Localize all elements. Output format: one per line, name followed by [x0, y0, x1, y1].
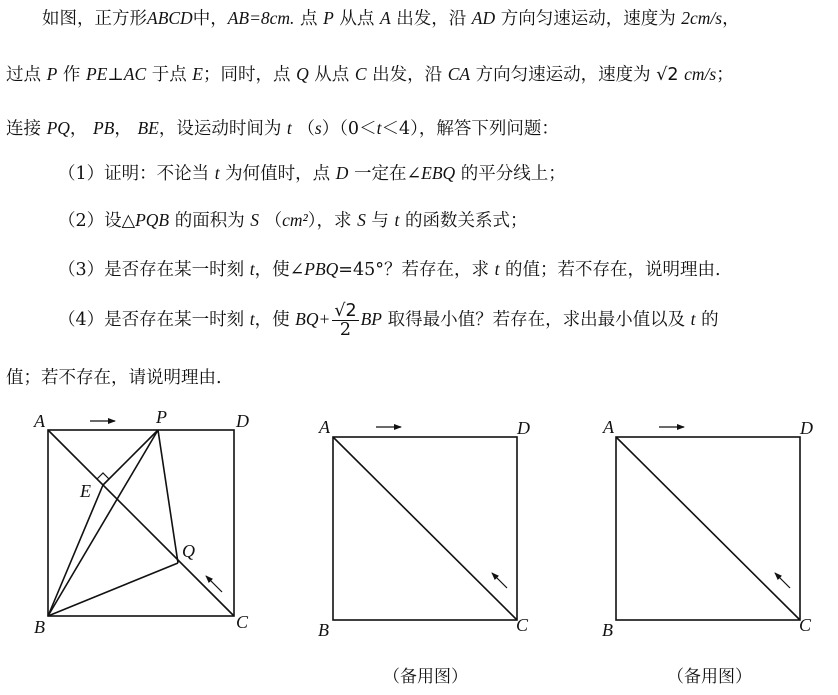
- math: s: [314, 118, 322, 138]
- text: ）（0＜: [321, 119, 377, 139]
- text: 值；若不存在，请说明理由.: [6, 368, 222, 388]
- fraction-numerator: √2: [334, 301, 357, 321]
- math: PQB: [135, 210, 170, 230]
- text: ），求: [307, 211, 352, 231]
- math: 2cm/s: [681, 8, 723, 28]
- text: 的函数关系式；: [404, 211, 528, 231]
- text: ；同时，点: [203, 65, 291, 85]
- arrow-diagonal-icon: [775, 573, 790, 588]
- figure-spare-2: [616, 427, 800, 620]
- text: 作: [62, 65, 81, 85]
- text: （1）证明：不论当: [58, 164, 210, 184]
- figure-spare-1: [333, 427, 517, 620]
- label-e: E: [80, 481, 91, 501]
- math: BP: [360, 309, 382, 329]
- text: （: [297, 119, 315, 139]
- math: t: [286, 118, 292, 138]
- label-a: A: [603, 417, 614, 437]
- diagonal-ac: [333, 437, 517, 620]
- text: 一定在∠: [353, 164, 422, 184]
- math: A: [379, 8, 391, 28]
- math: t: [249, 259, 255, 279]
- math: CA: [447, 64, 471, 84]
- label-b: B: [34, 617, 45, 637]
- text: ，使∠: [254, 260, 305, 280]
- label-c: C: [516, 615, 529, 635]
- text: 中，: [192, 9, 228, 29]
- text: 方向匀速运动，速度为: [500, 9, 676, 29]
- text: ，设运动时间为: [158, 119, 282, 139]
- text: 与: [371, 211, 389, 231]
- text: ；: [716, 65, 734, 85]
- text: 出发，沿: [372, 65, 443, 85]
- text: （4）是否存在某一时刻: [58, 310, 245, 330]
- text: 于点: [151, 65, 187, 85]
- text: 连接: [6, 119, 41, 139]
- text: ，: [114, 119, 132, 139]
- math: D: [335, 163, 349, 183]
- figure-main: [48, 421, 234, 616]
- text: ，使: [254, 310, 290, 330]
- text: 方向匀速运动，速度为: [475, 65, 651, 85]
- math: ABCD: [147, 8, 193, 28]
- math: EBQ: [421, 163, 456, 183]
- arrow-diagonal-icon: [492, 573, 507, 588]
- right-angle-mark: [97, 473, 109, 479]
- text: 的值；若不存在，说明理由.: [505, 260, 721, 280]
- text: 的面积为: [174, 211, 245, 231]
- text: （: [264, 211, 283, 231]
- math: BQ+: [295, 309, 331, 329]
- text: ，: [69, 119, 88, 139]
- math: PBQ: [304, 259, 339, 279]
- math: t: [214, 163, 220, 183]
- text: ＜4），解答下列问题：: [381, 119, 559, 139]
- label-d: D: [517, 418, 530, 438]
- math: AB=8cm.: [227, 8, 295, 28]
- text: 过点: [6, 65, 41, 85]
- text: 的平分线上；: [460, 164, 566, 184]
- text: 从点: [339, 9, 375, 29]
- math: P: [323, 8, 334, 28]
- math: Q: [296, 64, 309, 84]
- math: PE⊥AC: [85, 64, 147, 84]
- text: 的: [701, 310, 719, 330]
- math: AD: [471, 8, 496, 28]
- label-c: C: [799, 615, 812, 635]
- label-p: P: [156, 407, 167, 427]
- math: t: [249, 309, 255, 329]
- text: 如图，正方形: [42, 9, 147, 29]
- math: BE: [137, 118, 159, 138]
- math: C: [354, 64, 367, 84]
- label-q: Q: [182, 541, 195, 561]
- label-c: C: [236, 612, 249, 632]
- math: t: [494, 259, 500, 279]
- text: 出发，沿: [396, 9, 467, 29]
- label-d: D: [800, 418, 813, 438]
- math: P: [46, 64, 58, 84]
- caption-spare-figure-1: （备用图）: [383, 667, 468, 687]
- caption-spare-figure-2: （备用图）: [667, 667, 752, 687]
- math: S: [250, 210, 260, 230]
- text: 取得最小值？若存在，求出最小值以及: [387, 310, 686, 330]
- diagonal-ac: [616, 437, 800, 620]
- text: 为何值时，点: [225, 164, 331, 184]
- text: 从点: [314, 65, 350, 85]
- math: t: [376, 118, 382, 138]
- sqrt2: √2: [656, 65, 679, 85]
- label-a: A: [34, 411, 45, 431]
- math: PQ: [46, 118, 70, 138]
- label-b: B: [318, 620, 329, 640]
- math: t: [394, 210, 400, 230]
- text: 点: [300, 9, 318, 29]
- math: cm/s: [684, 64, 717, 84]
- math: cm²: [282, 210, 308, 230]
- math: S: [357, 210, 366, 230]
- text: =45°？若存在，求: [338, 260, 489, 280]
- text: （2）设△: [58, 211, 136, 231]
- label-d: D: [236, 411, 249, 431]
- text: ，: [722, 9, 740, 29]
- label-b: B: [602, 620, 613, 640]
- fraction-denominator: 2: [339, 320, 352, 340]
- text: （3）是否存在某一时刻: [58, 260, 245, 280]
- math: PB: [92, 118, 115, 138]
- math: t: [690, 309, 696, 329]
- math: E: [192, 64, 203, 84]
- label-a: A: [319, 417, 330, 437]
